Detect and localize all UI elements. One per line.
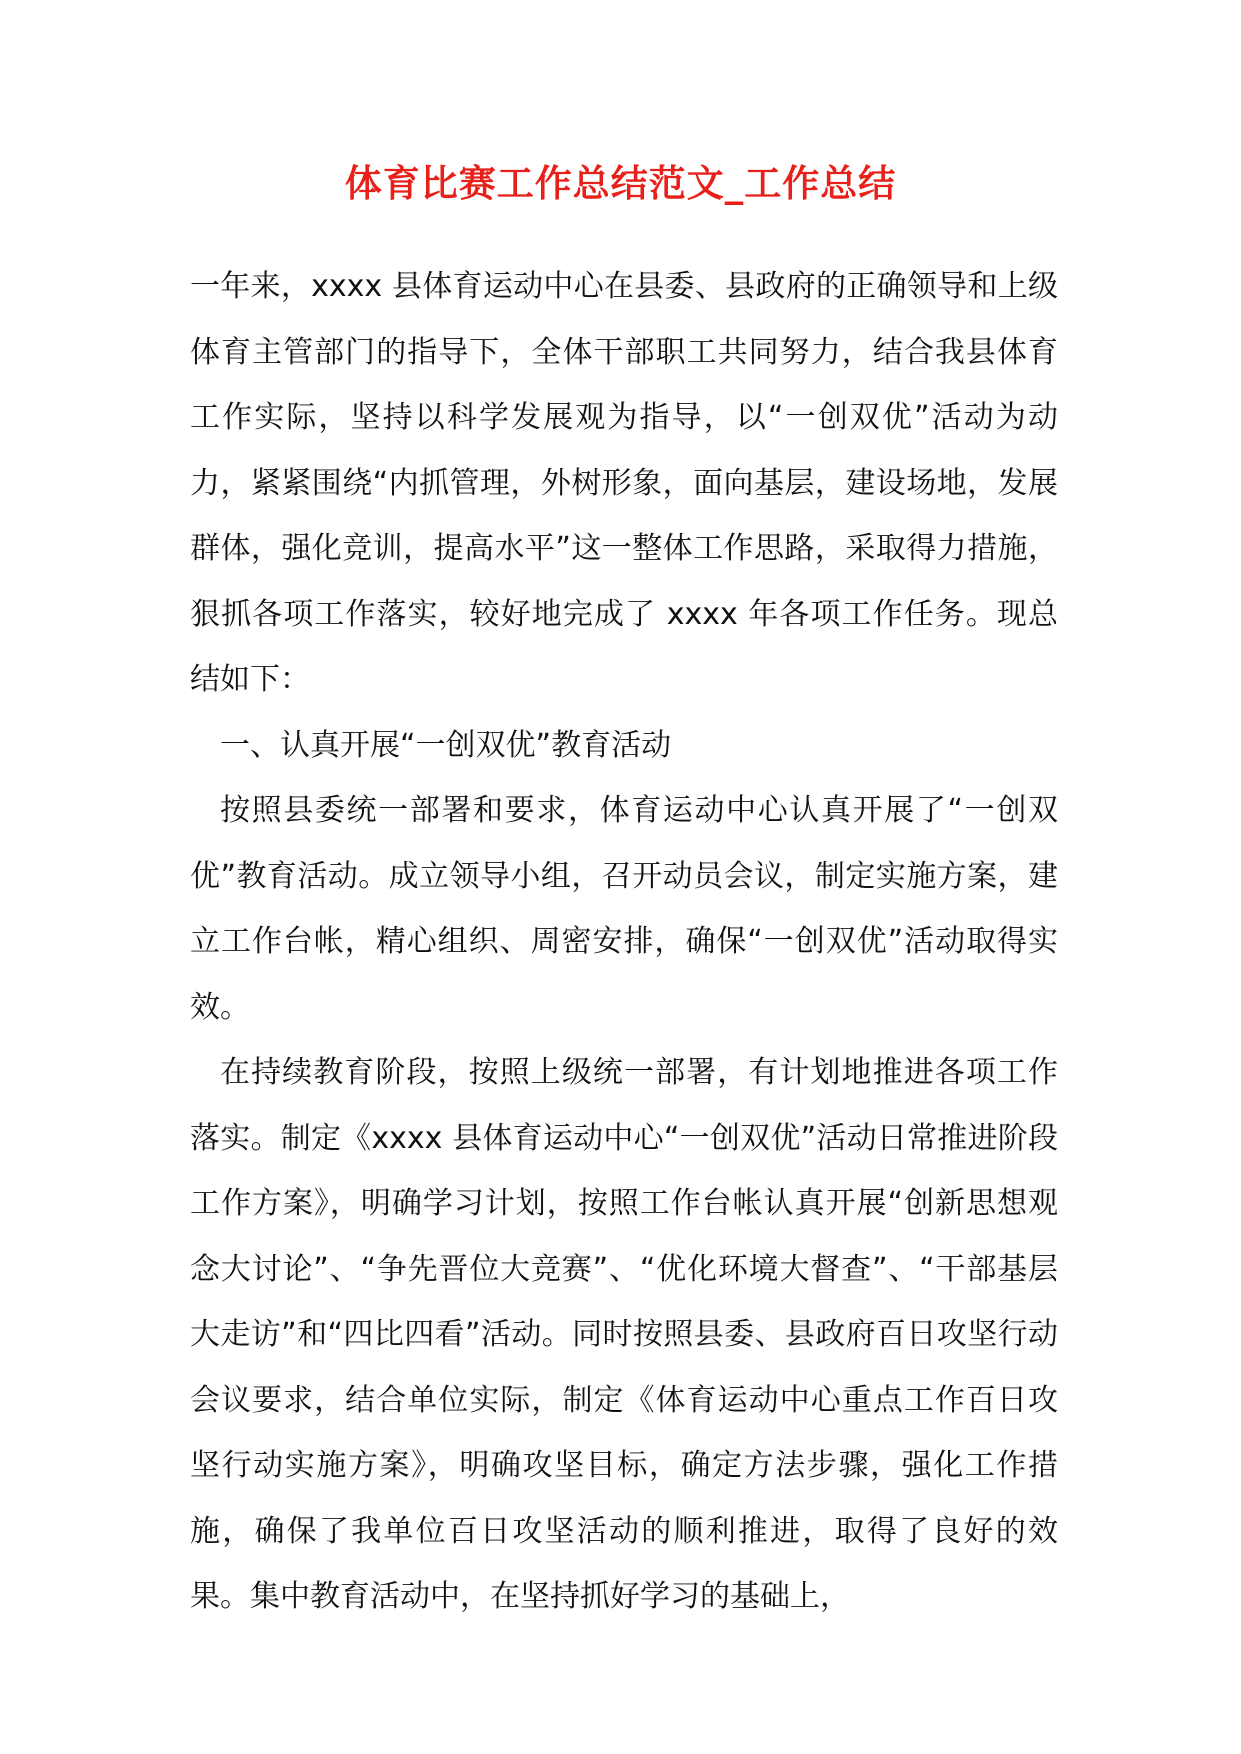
section-heading-1: 一、认真开展“一创双优”教育活动 — [220, 727, 672, 763]
paragraph-1: 按照县委统一部署和要求，体育运动中心认真开展了“一创双优”教育活动。成立领导小组，召开动员会议，制定实施方案，建立工作台帐，精心组织、周密安排，确保“一创双优”活动取得实效。 — [190, 793, 1058, 1025]
paragraph-intro: 一年来，xxxx 县体育运动中心在县委、县政府的正确领导和上级体育主管部门的指导下，全体干部职工共同努力，结合我县体育工作实际，坚持以科学发展观为指导，以“一创双优”活动为动力，紧紧围绕“内抓管理，外树形象，面向基层，建设场地，发展群体，强化竞训，提高水平”这一整体工作思路，采取得力措施，狠抓各项工作落实，较好地完成了 xxxx 年各项工作任务。现总结如下： — [190, 269, 1058, 697]
paragraph-2: 在持续教育阶段，按照上级统一部署，有计划地推进各项工作落实。制定《xxxx 县体育运动中心“一创双优”活动日常推进阶段工作方案》，明确学习计划，按照工作台帐认真开展“创新思想观念大讨论”、“争先晋位大竞赛”、“优化环境大督查”、“干部基层大走访”和“四比四看”活动。同时按照县委、县政府百日攻坚行动会议要求，结合单位实际，制定《体育运动中心重点工作百日攻坚行动实施方案》，明确攻坚目标，确定方法步骤，强化工作措施，确保了我单位百日攻坚活动的顺利推进，取得了良好的效果。集中教育活动中，在坚持抓好学习的基础上， — [190, 1055, 1058, 1614]
document-title: 体育比赛工作总结范文_工作总结 — [344, 161, 897, 205]
document-body — [190, 254, 1058, 1630]
